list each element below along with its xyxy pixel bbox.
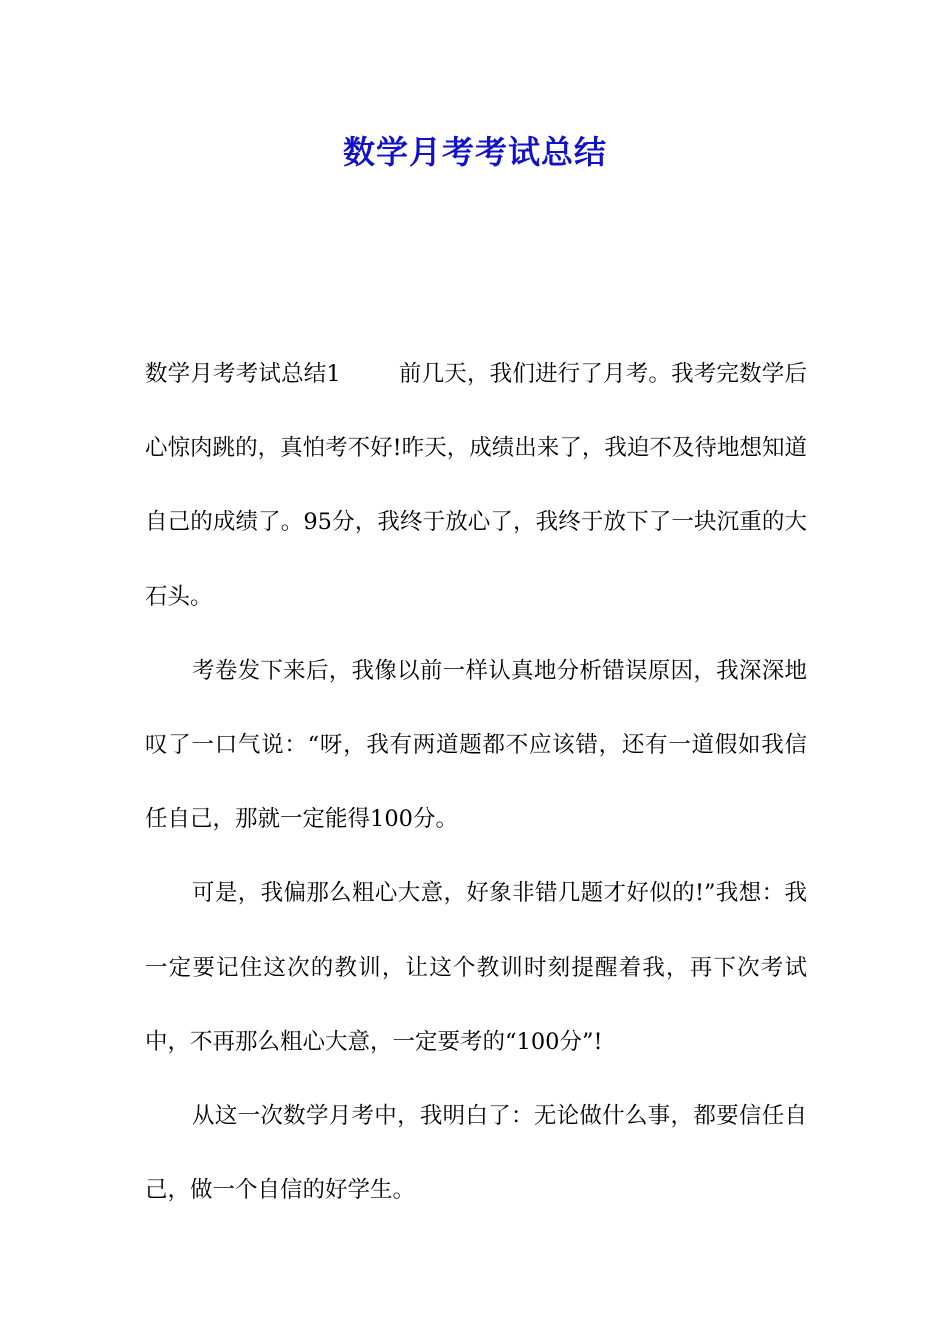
- paragraph-3: 可是，我偏那么粗心大意，好象非错几题才好似的!”我想：我一定要记住这次的教训，让这个教训时刻提醒着我，再下次考试中，不再那么粗心大意，一定要考的“100分”!: [145, 880, 807, 1055]
- paragraph-2: 考卷发下来后，我像以前一样认真地分析错误原因，我深深地叹了一口气说：“呀，我有两道题都不应该错，还有一道假如我信任自己，那就一定能得100分。: [145, 657, 807, 833]
- section-label: 数学月考考试总结1: [145, 361, 341, 387]
- document-body: [145, 337, 807, 1227]
- paragraph-4: 从这一次数学月考中，我明白了：无论做什么事，都要信任自己，做一个自信的好学生。: [145, 1103, 807, 1204]
- document-title: 数学月考考试总结: [342, 133, 607, 171]
- paragraph-1: [145, 337, 807, 634]
- paragraph-1-text: 前几天，我们进行了月考。我考完数学后心惊肉跳的，真怕考不好!昨天，成绩出来了，我迫不及待地想知道自己的成绩了。95分，我终于放心了，我终于放下了一块沉重的大石头。: [145, 361, 807, 610]
